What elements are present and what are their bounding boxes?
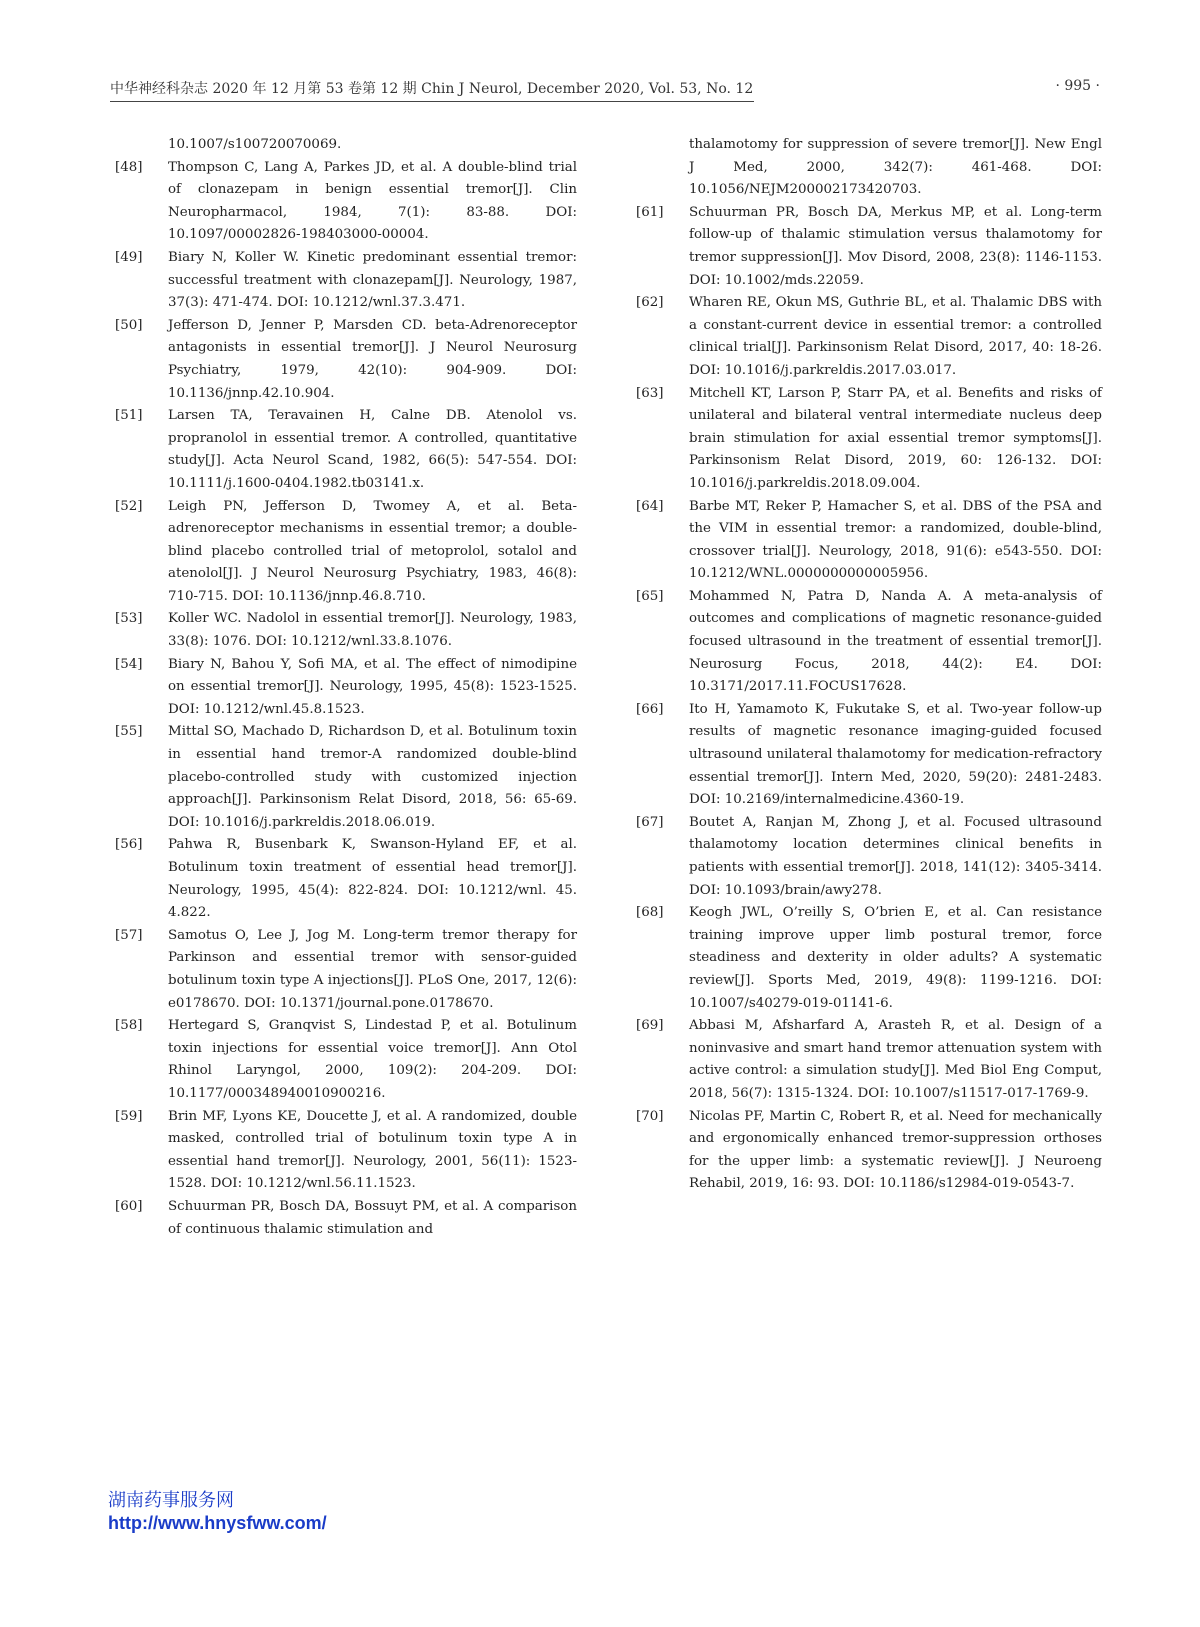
reference-continuation: thalamotomy for suppression of severe tremor[J]. New Engl J Med, 2000, 342(7): 461-468. DOI: 10.1056/NEJM200002173420703. [689,137,1102,198]
reference-text: Biary N, Koller W. Kinetic predominant essential tremor: successful treatment with clonazepam[J]. Neurology, 1987, 37(3): 471-474. DOI: 10.1212/wnl.37.3.471. [168,249,577,311]
reference-item [115,834,577,924]
reference-number: [68] [636,905,664,921]
reference-text: Hertegard S, Granqvist S, Lindestad P, et al. Botulinum toxin injections for essential voice tremor[J]. Ann Otol Rhinol Laryngol, 2000, 109(2): 204-209. DOI: 10.1177/000348940010900216. [168,1018,577,1101]
reference-item [115,496,577,609]
reference-number: [66] [636,701,664,717]
reference-text: Schuurman PR, Bosch DA, Merkus MP, et al. Long-term follow-up of thalamic stimulation versus thalamotomy for tremor suppression[J]. Mov Disord, 2008, 23(8): 1146-1153. DOI: 10.1002/mds.22059. [689,204,1102,288]
reference-item [636,586,1102,699]
reference-number: [48] [115,159,143,175]
reference-item [115,654,577,722]
reference-item [115,405,577,495]
reference-text: Biary N, Bahou Y, Sofi MA, et al. The effect of nimodipine on essential tremor[J]. Neurology, 1995, 45(8): 1523-1525. DOI: 10.1212/wnl.45.8.1523. [168,656,577,717]
reference-text: Ito H, Yamamoto K, Fukutake S, et al. Two-year follow-up results of magnetic resonance imaging-guided focused ultrasound unilateral thalamotomy for medication-refractory essential tremor[J]. Intern Med, 2020, 59(20): 2481-2483. DOI: 10.2169/internalmedicine.4360-19. [689,701,1102,808]
reference-text: Barbe MT, Reker P, Hamacher S, et al. DBS of the PSA and the VIM in essential tremor: a randomized, double-blind, crossover trial[J]. Neurology, 2018, 91(6): e543-550. DOI: 10.1212/WNL.0000000000005956. [689,498,1102,582]
reference-item [636,496,1102,586]
reference-number: [55] [115,724,143,740]
reference-item [115,247,577,315]
reference-item [115,1015,577,1105]
reference-number: [67] [636,814,664,830]
reference-continuation: 10.1007/s100720070069. [168,137,342,152]
reference-item [636,202,1102,292]
reference-text: Pahwa R, Busenbark K, Swanson-Hyland EF, et al. Botulinum toxin treatment of essential head tremor[J]. Neurology, 1995, 45(4): 822-824. DOI: 10.1212/wnl. 45. 4.822. [168,837,577,921]
reference-text: Brin MF, Lyons KE, Doucette J, et al. A randomized, double masked, controlled trial of botulinum toxin type A in essential hand tremor[J]. Neurology, 2001, 56(11): 1523-1528. DOI: 10.1212/wnl.56.11.1523. [168,1108,577,1192]
reference-text: Samotus O, Lee J, Jog M. Long-term tremor therapy for Parkinson and essential tremor with sensor-guided botulinum toxin type A injections[J]. PLoS One, 2017, 12(6): e0178670. DOI: 10.1371/journal.pone.0178670. [168,927,577,1011]
page-number: · 995 · [1055,78,1100,94]
reference-text: Wharen RE, Okun MS, Guthrie BL, et al. Thalamic DBS with a constant-current device in essential tremor: a controlled clinical trial[J]. Parkinsonism Relat Disord, 2017, 40: 18-26. DOI: 10.1016/j.parkreldis.2017.03.017. [689,295,1102,378]
reference-item [636,812,1102,902]
reference-item [115,608,577,653]
reference-text: Thompson C, Lang A, Parkes JD, et al. A double-blind trial of clonazepam in benign essential tremor[J]. Clin Neuropharmacol, 1984, 7(1): 83-88. DOI: 10.1097/00002826-198403000-00004. [168,159,577,243]
reference-number: [59] [115,1108,143,1124]
reference-item [115,315,577,405]
reference-item [115,721,577,834]
reference-item [115,1196,577,1241]
reference-text: Keogh JWL, O’reilly S, O’brien E, et al. Can resistance training improve upper limb postural tremor, force steadiness and dexterity in older adults? A systematic review[J]. Sports Med, 2019, 49(8): 1199-1216. DOI: 10.1007/s40279-019-01141-6. [689,905,1102,1011]
reference-item [115,925,577,1015]
reference-number: [51] [115,408,143,424]
reference-number: [65] [636,588,664,604]
reference-number: [56] [115,837,143,853]
reference-item [636,1015,1102,1105]
reference-text: Koller WC. Nadolol in essential tremor[J]. Neurology, 1983, 33(8): 1076. DOI: 10.1212/wnl.33.8.1076. [168,611,577,650]
reference-number: [69] [636,1018,664,1034]
reference-number: [52] [115,498,143,514]
reference-number: [50] [115,317,143,333]
site-watermark [108,1490,327,1534]
reference-item [636,292,1102,382]
reference-item [636,902,1102,1015]
reference-text: Jefferson D, Jenner P, Marsden CD. beta-Adrenoreceptor antagonists in essential tremor[J]. J Neurol Neurosurg Psychiatry, 1979, 42(10): 904-909. DOI: 10.1136/jnnp.42.10.904. [168,317,577,401]
reference-item [115,157,577,247]
reference-text: Leigh PN, Jefferson D, Twomey A, et al. Beta-adrenoreceptor mechanisms in essential tremor; a double-blind placebo controlled trial of metoprolol, sotalol and atenolol[J]. J Neurol Neurosurg Psychiatry, 1983, 46(8): 710-715. DOI: 10.1136/jnnp.46.8.710. [168,498,577,604]
journal-citation-header: 中华神经科杂志 2020 年 12 月第 53 卷第 12 期 Chin J Neurol, December 2020, Vol. 53, No. 12 [110,81,754,97]
header-rule [110,101,754,102]
reference-text: Mohammed N, Patra D, Nanda A. A meta-analysis of outcomes and complications of magnetic resonance-guided focused ultrasound in the treatment of essential tremor[J]. Neurosurg Focus, 2018, 44(2): E4. DOI: 10.3171/2017.11.FOCUS17628. [689,588,1102,695]
reference-number: [49] [115,249,143,265]
reference-number: [64] [636,498,664,514]
reference-number: [63] [636,385,664,401]
reference-number: [61] [636,204,664,220]
site-url-link[interactable]: http://www.hnysfww.com/ [108,1513,327,1533]
reference-number: [54] [115,656,143,672]
reference-item [636,699,1102,812]
reference-item [636,383,1102,496]
reference-column-left [115,134,577,1241]
reference-column-right [636,134,1102,1196]
reference-item [636,1106,1102,1196]
site-name: 湖南药事服务网 [108,1490,234,1511]
reference-text: Schuurman PR, Bosch DA, Bossuyt PM, et al. A comparison of continuous thalamic stimulation and [168,1198,577,1237]
reference-text: Boutet A, Ranjan M, Zhong J, et al. Focused ultrasound thalamotomy location determines clinical benefits in patients with essential tremor[J]. 2018, 141(12): 3405-3414. DOI: 10.1093/brain/awy278. [689,814,1102,898]
reference-text: Mitchell KT, Larson P, Starr PA, et al. Benefits and risks of unilateral and bilateral ventral intermediate nucleus deep brain stimulation for axial essential tremor symptoms[J]. Parkinsonism Relat Disord, 2019, 60: 126-132. DOI: 10.1016/j.parkreldis.2018.09.004. [689,385,1102,491]
reference-number: [70] [636,1108,664,1124]
reference-text: Nicolas PF, Martin C, Robert R, et al. Need for mechanically and ergonomically enhanced tremor-suppression orthoses for the upper limb: a systematic review[J]. J Neuroeng Rehabil, 2019, 16: 93. DOI: 10.1186/s12984-019-0543-7. [689,1108,1102,1192]
reference-text: Larsen TA, Teravainen H, Calne DB. Atenolol vs. propranolol in essential tremor. A controlled, quantitative study[J]. Acta Neurol Scand, 1982, 66(5): 547-554. DOI: 10.1111/j.1600-0404.1982.tb03141.x. [168,408,577,491]
reference-text: Mittal SO, Machado D, Richardson D, et al. Botulinum toxin in essential hand tremor-A randomized double-blind placebo-controlled study with customized injection approach[J]. Parkinsonism Relat Disord, 2018, 56: 65-69. DOI: 10.1016/j.parkreldis.2018.06.019. [168,724,577,830]
reference-number: [62] [636,295,664,311]
reference-text: Abbasi M, Afsharfard A, Arasteh R, et al. Design of a noninvasive and smart hand tremor attenuation system with active control: a simulation study[J]. Med Biol Eng Comput, 2018, 56(7): 1315-1324. DOI: 10.1007/s11517-017-1769-9. [689,1018,1102,1101]
reference-number: [58] [115,1018,143,1034]
reference-number: [57] [115,927,143,943]
reference-item [115,1106,577,1196]
reference-number: [60] [115,1198,143,1214]
reference-number: [53] [115,611,143,627]
